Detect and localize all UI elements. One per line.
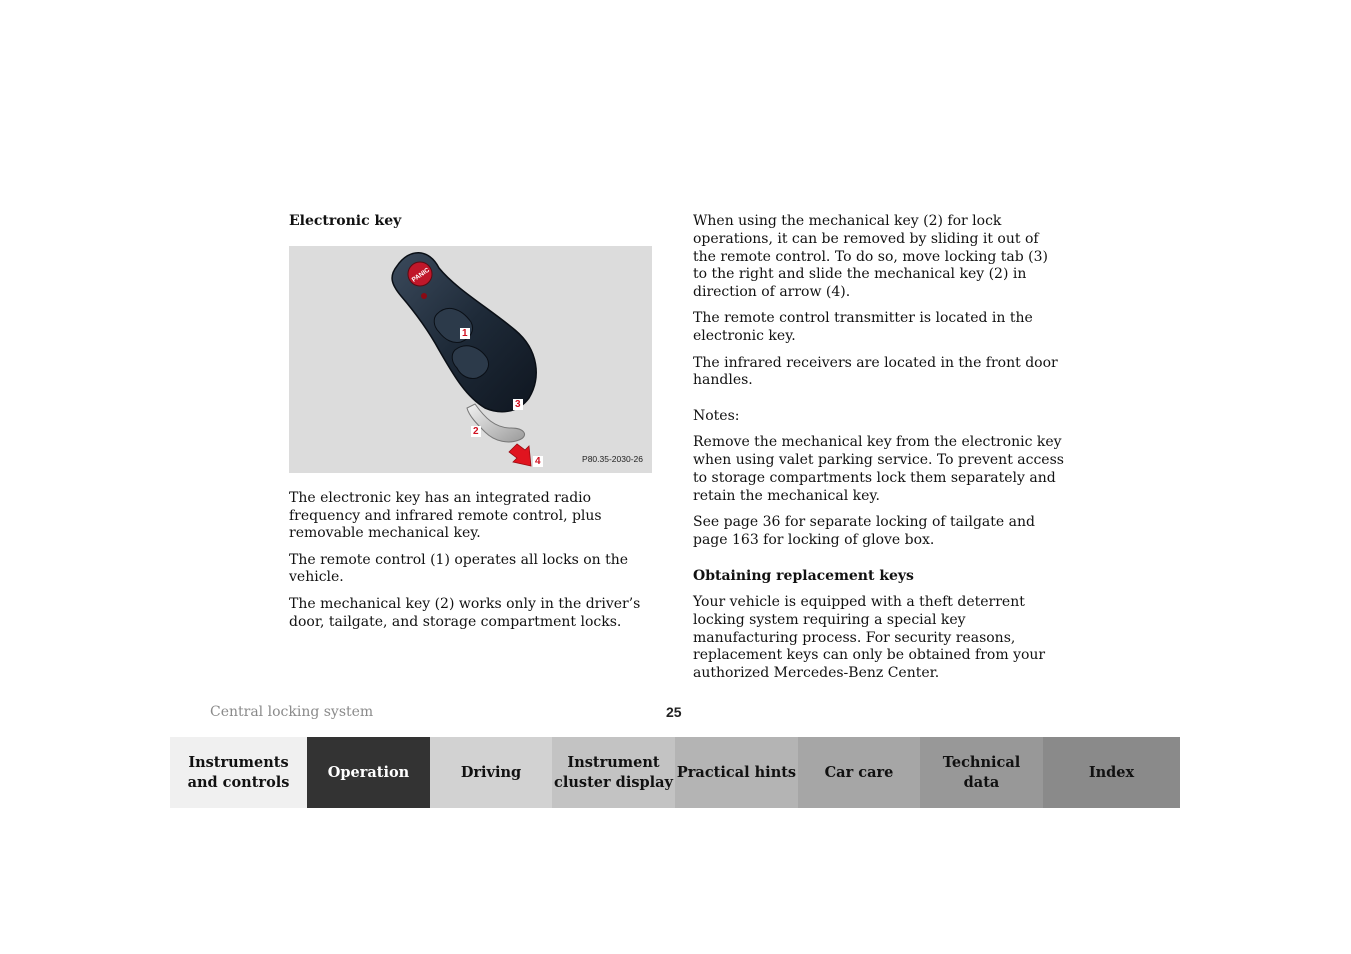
footer-section-title: Central locking system — [210, 704, 374, 720]
tab-car-care[interactable]: Car care — [798, 737, 920, 808]
paragraph: When using the mechanical key (2) for lock operations, it can be removed by sliding it out of the remote control. To do so, move locking tab (3) to the right and slide the mechanical key (2) in direction of arrow (4). — [693, 213, 1049, 301]
electronic-key-illustration — [289, 246, 652, 473]
direction-arrow — [509, 444, 531, 466]
paragraph: The remote control transmitter is located in the electronic key. — [693, 310, 1033, 345]
tab-index[interactable]: Index — [1043, 737, 1180, 808]
paragraph: The infrared receivers are located in the front door handles. — [693, 354, 1058, 389]
right-column — [693, 213, 1065, 692]
note-paragraph: See page 36 for separate locking of tailgate and page 163 for locking of glove box. — [693, 514, 1035, 548]
tab-technical-data[interactable]: Technical data — [920, 737, 1043, 808]
tab-instruments-and-controls[interactable]: Instruments and controls — [170, 737, 307, 808]
page-number: 25 — [666, 704, 682, 720]
paragraph: The remote control (1) operates all locks on the vehicle. — [289, 551, 629, 586]
electronic-key-figure — [289, 246, 652, 473]
callout-3: 3 — [515, 398, 521, 410]
indicator-led — [421, 293, 427, 299]
paragraph: Your vehicle is equipped with a theft deterrent locking system requiring a special key manufacturing process. For security reasons, replacement keys can only be obtained from your authorized Mercedes-Benz Center. — [693, 594, 1046, 682]
paragraph: The mechanical key (2) works only in the driver’s door, tailgate, and storage compartment locks. — [289, 595, 641, 630]
paragraph: The electronic key has an integrated radio frequency and infrared remote control, plus removable mechanical key. — [289, 489, 602, 542]
tab-operation[interactable]: Operation — [307, 737, 430, 808]
left-column — [289, 213, 659, 640]
tab-driving[interactable]: Driving — [430, 737, 552, 808]
chapter-navigation — [170, 737, 1180, 808]
figure-code: P80.35-2030-26 — [582, 454, 643, 464]
callout-4: 4 — [535, 455, 541, 467]
callout-2: 2 — [473, 425, 479, 437]
tab-instrument-cluster-display[interactable]: Instrument cluster display — [552, 737, 675, 808]
section-heading-electronic-key: Electronic key — [289, 213, 402, 229]
notes-label: Notes: — [693, 408, 740, 425]
tab-practical-hints[interactable]: Practical hints — [675, 737, 798, 808]
callout-1: 1 — [462, 327, 468, 339]
panic-label: PANIC — [410, 266, 431, 284]
section-heading-replacement-keys: Obtaining replacement keys — [693, 567, 914, 584]
note-paragraph: Remove the mechanical key from the electronic key when using valet parking service. To prevent access to storage compartments lock them separately and retain the mechanical key. — [693, 434, 1064, 504]
